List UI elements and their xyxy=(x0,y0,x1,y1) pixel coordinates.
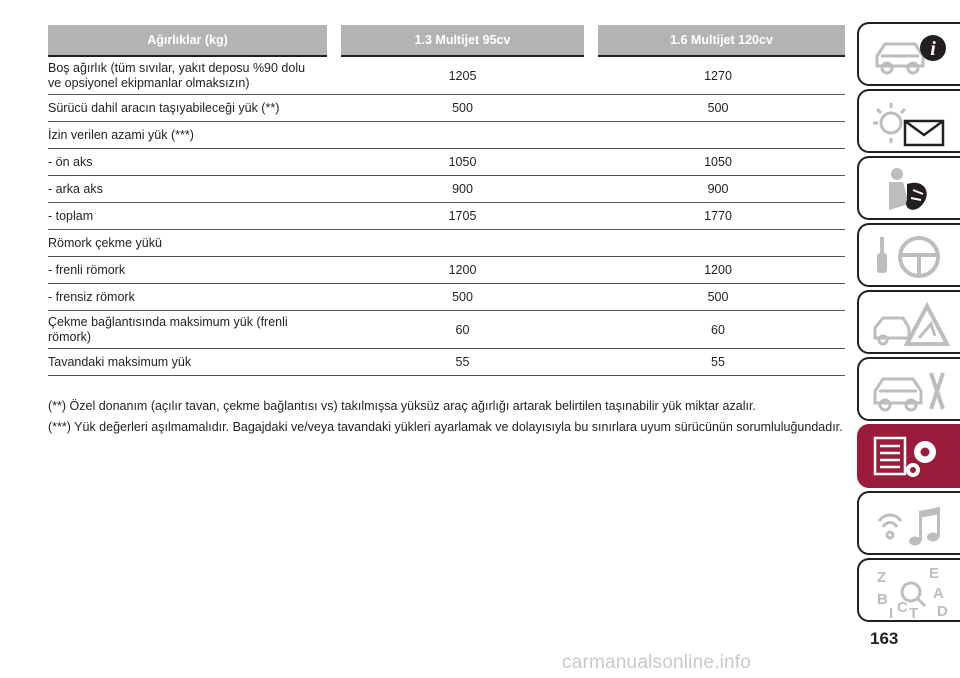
row-label: - arka aks xyxy=(48,176,334,203)
tab-multimedia[interactable] xyxy=(857,491,960,555)
row-label-line2: ve opsiyonel ekipmanlar olmaksızın) xyxy=(48,75,250,90)
row-label: - ön aks xyxy=(48,149,334,176)
car-service-icon xyxy=(869,365,953,417)
row-value-2: 1770 xyxy=(591,203,845,230)
row-value-1 xyxy=(334,230,591,257)
row-label: Sürücü dahil aracın taşıyabileceği yük (**) xyxy=(48,95,334,122)
tab-car-info[interactable] xyxy=(857,22,960,86)
header-weights: Ağırlıklar (kg) xyxy=(48,25,334,56)
row-value-2: 500 xyxy=(591,284,845,311)
row-label xyxy=(48,311,334,349)
row-value-2: 900 xyxy=(591,176,845,203)
row-label-line1: Boş ağırlık (tüm sıvılar, yakıt deposu %90 dolu xyxy=(48,60,306,75)
index-letter: D xyxy=(937,603,948,618)
weights-table xyxy=(48,25,845,376)
row-value-1: 60 xyxy=(334,311,591,349)
row-label: Tavandaki maksimum yük xyxy=(48,349,334,376)
emergency-triangle-icon xyxy=(869,298,953,350)
row-value-1: 500 xyxy=(334,284,591,311)
table-header-row xyxy=(48,25,845,56)
row-value-1: 1200 xyxy=(334,257,591,284)
row-label: - frensiz römork xyxy=(48,284,334,311)
row-label xyxy=(48,56,334,95)
header-engine-2: 1.6 Multijet 120cv xyxy=(591,25,845,56)
svg-text:i: i xyxy=(930,38,936,60)
table-row xyxy=(48,56,845,95)
row-value-1 xyxy=(334,122,591,149)
row-value-1: 1205 xyxy=(334,56,591,95)
table-row xyxy=(48,176,845,203)
row-label: İzin verilen azami yük (***) xyxy=(48,122,334,149)
row-value-2: 1270 xyxy=(591,56,845,95)
index-letter: I xyxy=(889,605,894,618)
tab-warning-lights[interactable] xyxy=(857,89,960,153)
row-value-2 xyxy=(591,122,845,149)
row-value-2 xyxy=(591,230,845,257)
table-row xyxy=(48,149,845,176)
row-label: - frenli römork xyxy=(48,257,334,284)
index-letter: E xyxy=(929,566,940,582)
row-label: - toplam xyxy=(48,203,334,230)
tab-emergency[interactable] xyxy=(857,290,960,354)
index-letter: Z xyxy=(877,569,887,586)
warning-lights-icon xyxy=(869,97,953,149)
row-value-1: 1050 xyxy=(334,149,591,176)
row-value-2: 500 xyxy=(591,95,845,122)
index-icon xyxy=(869,566,953,618)
key-steering-icon xyxy=(869,231,953,283)
tab-maintenance[interactable] xyxy=(857,357,960,421)
row-value-2: 60 xyxy=(591,311,845,349)
airbag-seat-icon xyxy=(869,164,953,216)
footnote-triple-asterisk: (***) Yük değerleri aşılmamalıdır. Bagajdaki ve/veya tavandaki yükleri ayarlamak ve dolayısıyla bu sınırlara uyum sürücünün sorumluluğundadır. xyxy=(48,420,843,434)
row-label-line2: römork) xyxy=(48,329,92,344)
table-row xyxy=(48,311,845,349)
row-value-2: 1050 xyxy=(591,149,845,176)
tab-technical-data[interactable] xyxy=(857,424,960,488)
table-row xyxy=(48,203,845,230)
table-row xyxy=(48,349,845,376)
row-value-1: 1705 xyxy=(334,203,591,230)
page-number: 163 xyxy=(870,629,899,648)
header-engine-1: 1.3 Multijet 95cv xyxy=(334,25,591,56)
index-letter: T xyxy=(909,605,919,618)
tab-index[interactable] xyxy=(857,558,960,622)
watermark: carmanualsonline.info xyxy=(562,652,752,673)
index-letter: C xyxy=(897,599,908,616)
table-row xyxy=(48,122,845,149)
tab-starting-driving[interactable] xyxy=(857,223,960,287)
row-value-1: 900 xyxy=(334,176,591,203)
technical-data-icon xyxy=(869,432,953,484)
table-row xyxy=(48,230,845,257)
index-letter: A xyxy=(933,585,944,602)
row-value-1: 500 xyxy=(334,95,591,122)
row-value-1: 55 xyxy=(334,349,591,376)
row-label: Römork çekme yükü xyxy=(48,230,334,257)
index-letter: B xyxy=(877,591,888,608)
table-row xyxy=(48,95,845,122)
tab-safety[interactable] xyxy=(857,156,960,220)
car-info-icon xyxy=(869,30,953,82)
table-row xyxy=(48,257,845,284)
footnote-double-asterisk: (**) Özel donanım (açılır tavan, çekme bağlantısı vs) takılmışsa yüksüz araç ağırlığı artarak belirtilen taşınabilir yük miktar azalır. xyxy=(48,399,756,413)
row-label-line1: Çekme bağlantısında maksimum yük (frenli xyxy=(48,314,288,329)
row-value-2: 55 xyxy=(591,349,845,376)
row-value-2: 1200 xyxy=(591,257,845,284)
table-row xyxy=(48,284,845,311)
multimedia-icon xyxy=(869,499,953,551)
footnotes xyxy=(48,396,848,438)
